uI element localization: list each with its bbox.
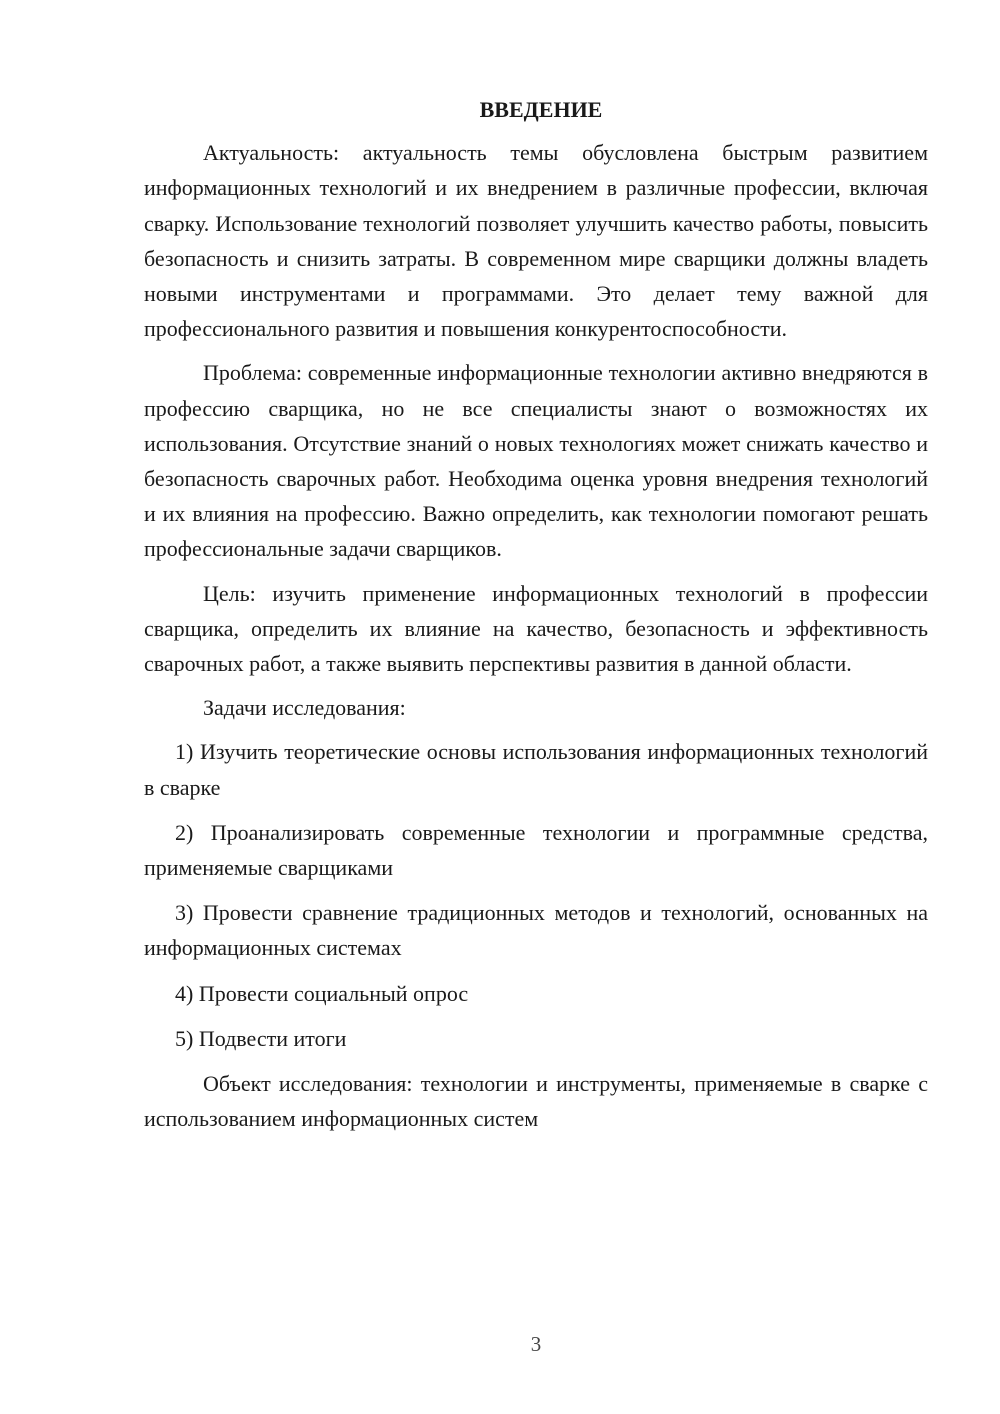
page-number: 3	[530, 1332, 542, 1356]
task-item: 2) Проанализировать современные технологии и программные средства, применяемые сварщиками	[144, 819, 928, 881]
object-paragraph: Объект исследования: технологии и инструменты, применяемые в сварке с использованием информационных систем	[144, 1071, 928, 1132]
relevance-paragraph: Актуальность: актуальность темы обусловлена быстрым развитием информационных технологий и их внедрением в различные профессии, включая сварку. Использование технологий позволяет улучшить качество работы, повысить безопасность и снизить затраты. В современном мире сварщики должны владеть новыми инструментами и программами. Это делает тему важной для профессионального развития и повышения конкурентоспособности.	[144, 140, 928, 342]
problem-paragraph: Проблема: современные информационные технологии активно внедряются в профессию сварщика, но не все специалисты знают о возможностях их использования. Отсутствие знаний о новых технологиях может снижать качество и безопасность сварочных работ. Необходима оценка уровня внедрения технологий и их влияния на профессию. Важно определить, как технологии помогают решать профессиональные задачи сварщиков.	[144, 360, 928, 562]
tasks-title: Задачи исследования:	[203, 695, 406, 721]
goal-paragraph: Цель: изучить применение информационных технологий в профессии сварщика, определить их влияние на качество, безопасность и эффективность сварочных работ, а также выявить перспективы развития в данной области.	[144, 580, 928, 677]
task-item: 4) Провести социальный опрос	[175, 980, 469, 1006]
task-item: 5) Подвести итоги	[175, 1025, 347, 1051]
task-item: 3) Провести сравнение традиционных методов и технологий, основанных на информационных системах	[144, 900, 928, 961]
task-item: 1) Изучить теоретические основы использования информационных технологий в сварке	[144, 739, 928, 800]
section-heading: ВВЕДЕНИЕ	[479, 97, 603, 122]
document-page	[144, 92, 928, 1145]
